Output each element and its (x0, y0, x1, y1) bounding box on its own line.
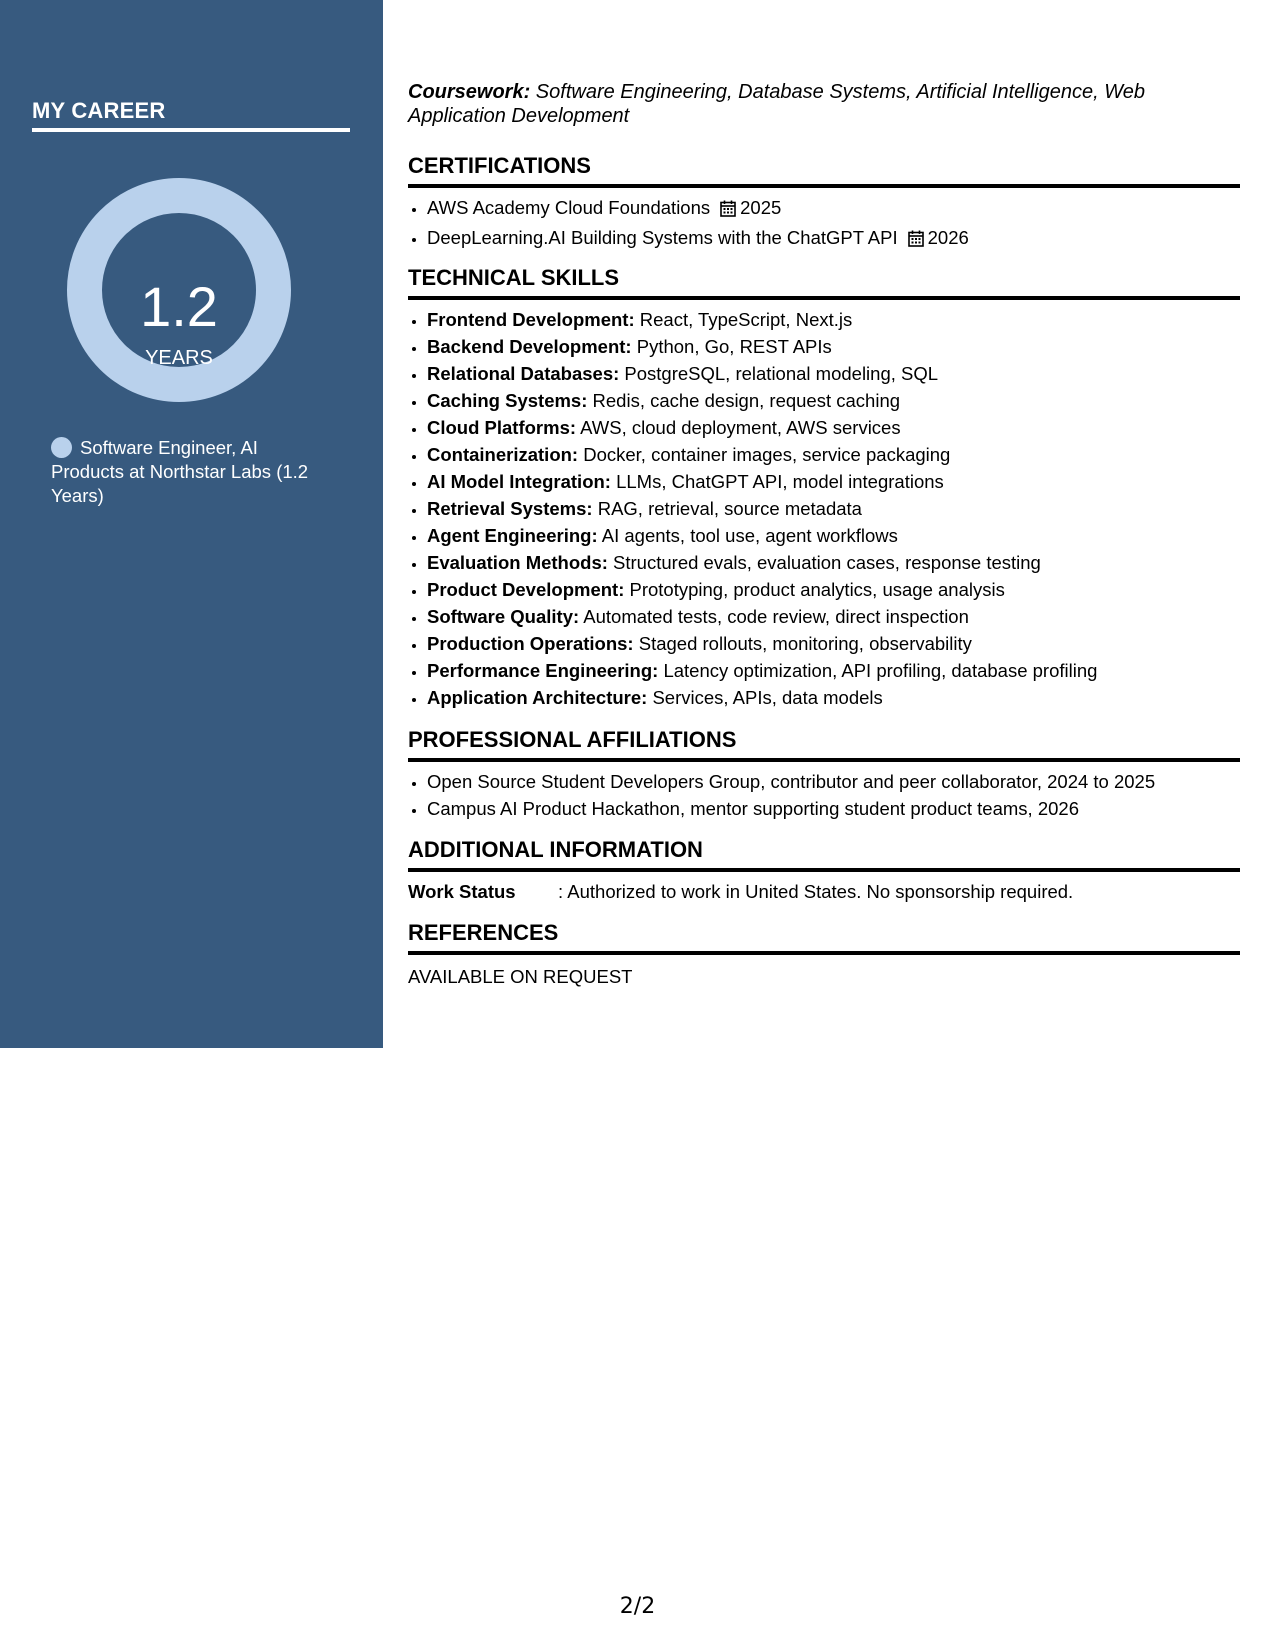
certifications-list (408, 194, 1240, 254)
career-years-unit: YEARS (145, 347, 213, 369)
skill-value: Latency optimization, API profiling, database profiling (658, 660, 1098, 681)
skill-value: Automated tests, code review, direct inspection (579, 606, 969, 627)
skill-item (427, 603, 1240, 630)
affiliation-item: • Campus AI Product Hackathon, mentor supporting student product teams, 2026 (427, 795, 1240, 822)
skill-label: Application Architecture: (427, 687, 648, 708)
skill-value: PostgreSQL, relational modeling, SQL (619, 363, 939, 384)
additional-info-title: ADDITIONAL INFORMATION (408, 836, 1240, 872)
calendar-icon (908, 227, 924, 254)
career-heading: MY CAREER (32, 98, 166, 123)
skill-label: Relational Databases: (427, 363, 620, 384)
skill-item (427, 495, 1240, 522)
work-status-row (408, 878, 1240, 905)
references-text: AVAILABLE ON REQUEST (408, 966, 633, 987)
skill-item (427, 468, 1240, 495)
skill-item (427, 630, 1240, 657)
career-role-item (51, 436, 331, 508)
skill-label: Frontend Development: (427, 309, 635, 330)
career-sidebar (0, 0, 383, 1048)
skill-value: Redis, cache design, request caching (587, 390, 901, 411)
career-years-value: 1.2 (140, 275, 218, 338)
skill-item (427, 414, 1240, 441)
affiliation-item: • Open Source Student Developers Group, contributor and peer collaborator, 2024 to 2025 (427, 768, 1240, 795)
skill-item (427, 306, 1240, 333)
certification-name: AWS Academy Cloud Foundations (427, 197, 711, 218)
skill-label: Performance Engineering: (427, 660, 659, 681)
skill-item (427, 333, 1240, 360)
certification-year: 2026 (927, 227, 969, 248)
technical-skills-section (408, 264, 1240, 711)
skill-value: Services, APIs, data models (647, 687, 883, 708)
affiliations-section (408, 726, 1240, 822)
coursework-text: Software Engineering, Database Systems, Artificial Intelligence, Web Application Development (408, 81, 1145, 127)
coursework-line (408, 80, 1240, 128)
skill-item (427, 441, 1240, 468)
skill-label: Evaluation Methods: (427, 552, 608, 573)
skill-label: Containerization: (427, 444, 579, 465)
certification-item (427, 194, 1240, 224)
skill-item (427, 522, 1240, 549)
skill-value: Python, Go, REST APIs (631, 336, 832, 357)
certifications-title: CERTIFICATIONS (408, 152, 1240, 188)
skill-label: Production Operations: (427, 633, 634, 654)
skill-label: Software Quality: (427, 606, 580, 627)
skill-value: Docker, container images, service packaging (578, 444, 951, 465)
skill-item (427, 684, 1240, 711)
resume-main-column (408, 80, 1240, 987)
skill-value: AI agents, tool use, agent workflows (597, 525, 898, 546)
skill-value: React, TypeScript, Next.js (634, 309, 853, 330)
skill-label: Agent Engineering: (427, 525, 598, 546)
skill-value: Staged rollouts, monitoring, observability (633, 633, 972, 654)
certifications-section (408, 152, 1240, 254)
technical-skills-list (408, 306, 1240, 711)
skill-item (427, 387, 1240, 414)
role-bullet-icon (51, 437, 72, 458)
references-section (408, 919, 1240, 990)
page-number: 2/2 (619, 1594, 656, 1619)
references-title: REFERENCES (408, 919, 1240, 955)
skill-item (427, 360, 1240, 387)
skill-value: RAG, retrieval, source metadata (592, 498, 862, 519)
career-role-text: Software Engineer, AI Products at Northstar Labs (1.2 Years) (51, 437, 309, 506)
skill-item (427, 549, 1240, 576)
skill-value: Prototyping, product analytics, usage analysis (624, 579, 1005, 600)
work-status-label: Work Status (408, 881, 516, 902)
skill-value: LLMs, ChatGPT API, model integrations (610, 471, 944, 492)
skill-label: Retrieval Systems: (427, 498, 593, 519)
affiliations-list (408, 768, 1240, 822)
affiliations-title: PROFESSIONAL AFFILIATIONS (408, 726, 1240, 762)
certification-name: DeepLearning.AI Building Systems with the ChatGPT API (427, 227, 898, 248)
skill-label: Caching Systems: (427, 390, 588, 411)
skill-label: Product Development: (427, 579, 625, 600)
coursework-label: Coursework: (408, 81, 531, 103)
skill-label: Backend Development: (427, 336, 632, 357)
career-heading-rule (32, 128, 350, 132)
skill-item (427, 576, 1240, 603)
skill-item (427, 657, 1240, 684)
calendar-icon (720, 197, 736, 224)
work-status-value: : Authorized to work in United States. No sponsorship required. (558, 881, 1074, 902)
skill-value: AWS, cloud deployment, AWS services (576, 417, 901, 438)
skill-value: Structured evals, evaluation cases, response testing (607, 552, 1041, 573)
additional-info-section (408, 836, 1240, 905)
technical-skills-title: TECHNICAL SKILLS (408, 264, 1240, 300)
career-years-donut (67, 178, 291, 402)
skill-label: AI Model Integration: (427, 471, 611, 492)
skill-label: Cloud Platforms: (427, 417, 577, 438)
certification-item (427, 224, 1240, 254)
certification-year: 2025 (740, 197, 782, 218)
